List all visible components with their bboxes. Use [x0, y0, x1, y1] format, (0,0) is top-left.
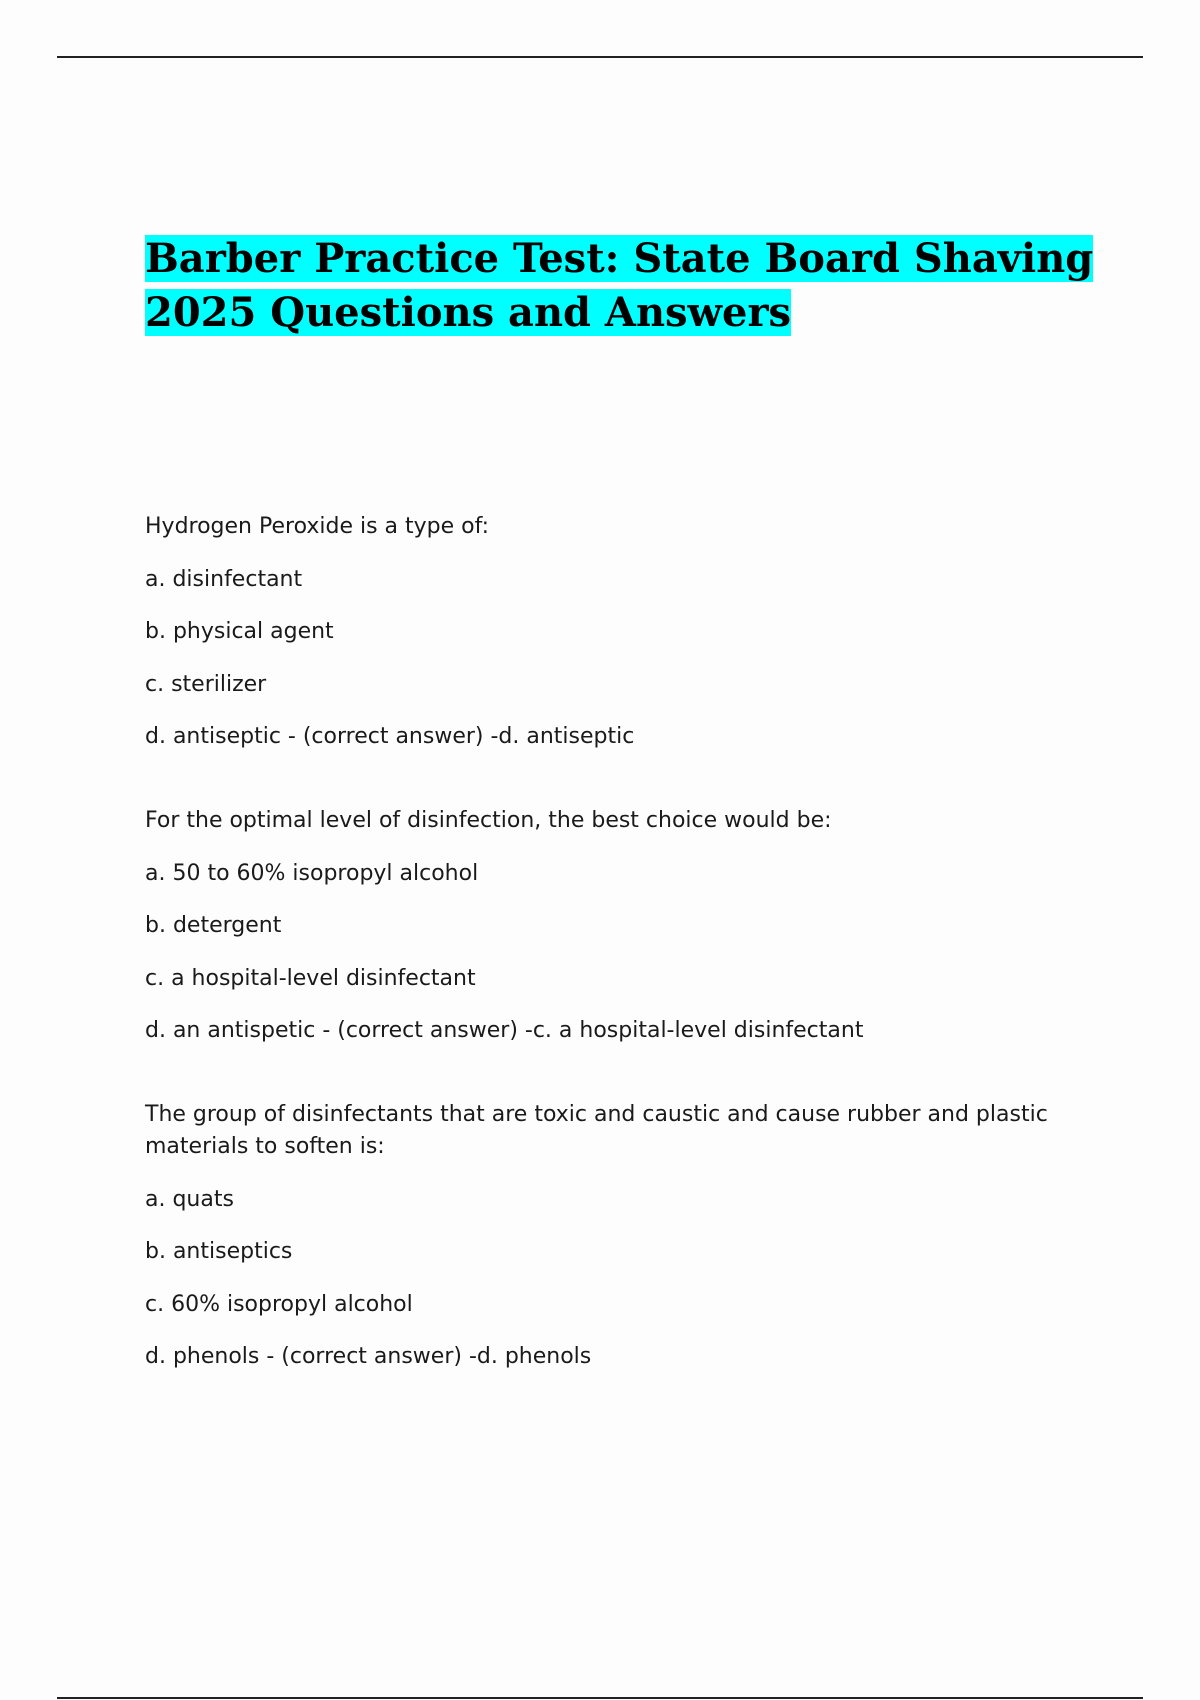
answer-option-a: a. 50 to 60% isopropyl alcohol: [145, 860, 479, 886]
answer-option-c: c. a hospital-level disinfectant: [145, 965, 476, 991]
question-2: [145, 805, 1095, 1047]
answer-option-a: a. disinfectant: [145, 566, 303, 592]
answer-option-a: a. quats: [145, 1186, 234, 1212]
document-body: [145, 232, 1095, 1373]
question-3: [145, 1099, 1095, 1373]
answer-option-b: b. physical agent: [145, 619, 334, 644]
question-list: [145, 511, 1095, 1373]
document-title: [145, 232, 1095, 340]
question-text: The group of disinfectants that are toxic and caustic and cause rubber and plastic materials to soften is:: [145, 1102, 1048, 1159]
title-highlight: Barber Practice Test: State Board Shaving 2025 Questions and Answers: [145, 235, 1094, 336]
bottom-rule: [57, 1697, 1143, 1699]
answer-option-c: c. 60% isopropyl alcohol: [145, 1291, 413, 1317]
answer-option-b: b. detergent: [145, 913, 282, 938]
top-rule: [57, 56, 1143, 58]
answer-option-c: c. sterilizer: [145, 671, 267, 697]
answer-option-d: d. phenols - (correct answer) -d. phenols: [145, 1344, 592, 1369]
question-1: [145, 511, 1095, 753]
question-text: For the optimal level of disinfection, the best choice would be:: [145, 808, 832, 833]
answer-option-d: d. an antispetic - (correct answer) -c. a hospital-level disinfectant: [145, 1018, 864, 1043]
answer-option-d: d. antiseptic - (correct answer) -d. antiseptic: [145, 724, 635, 749]
question-text: Hydrogen Peroxide is a type of:: [145, 514, 489, 539]
answer-option-b: b. antiseptics: [145, 1239, 293, 1264]
